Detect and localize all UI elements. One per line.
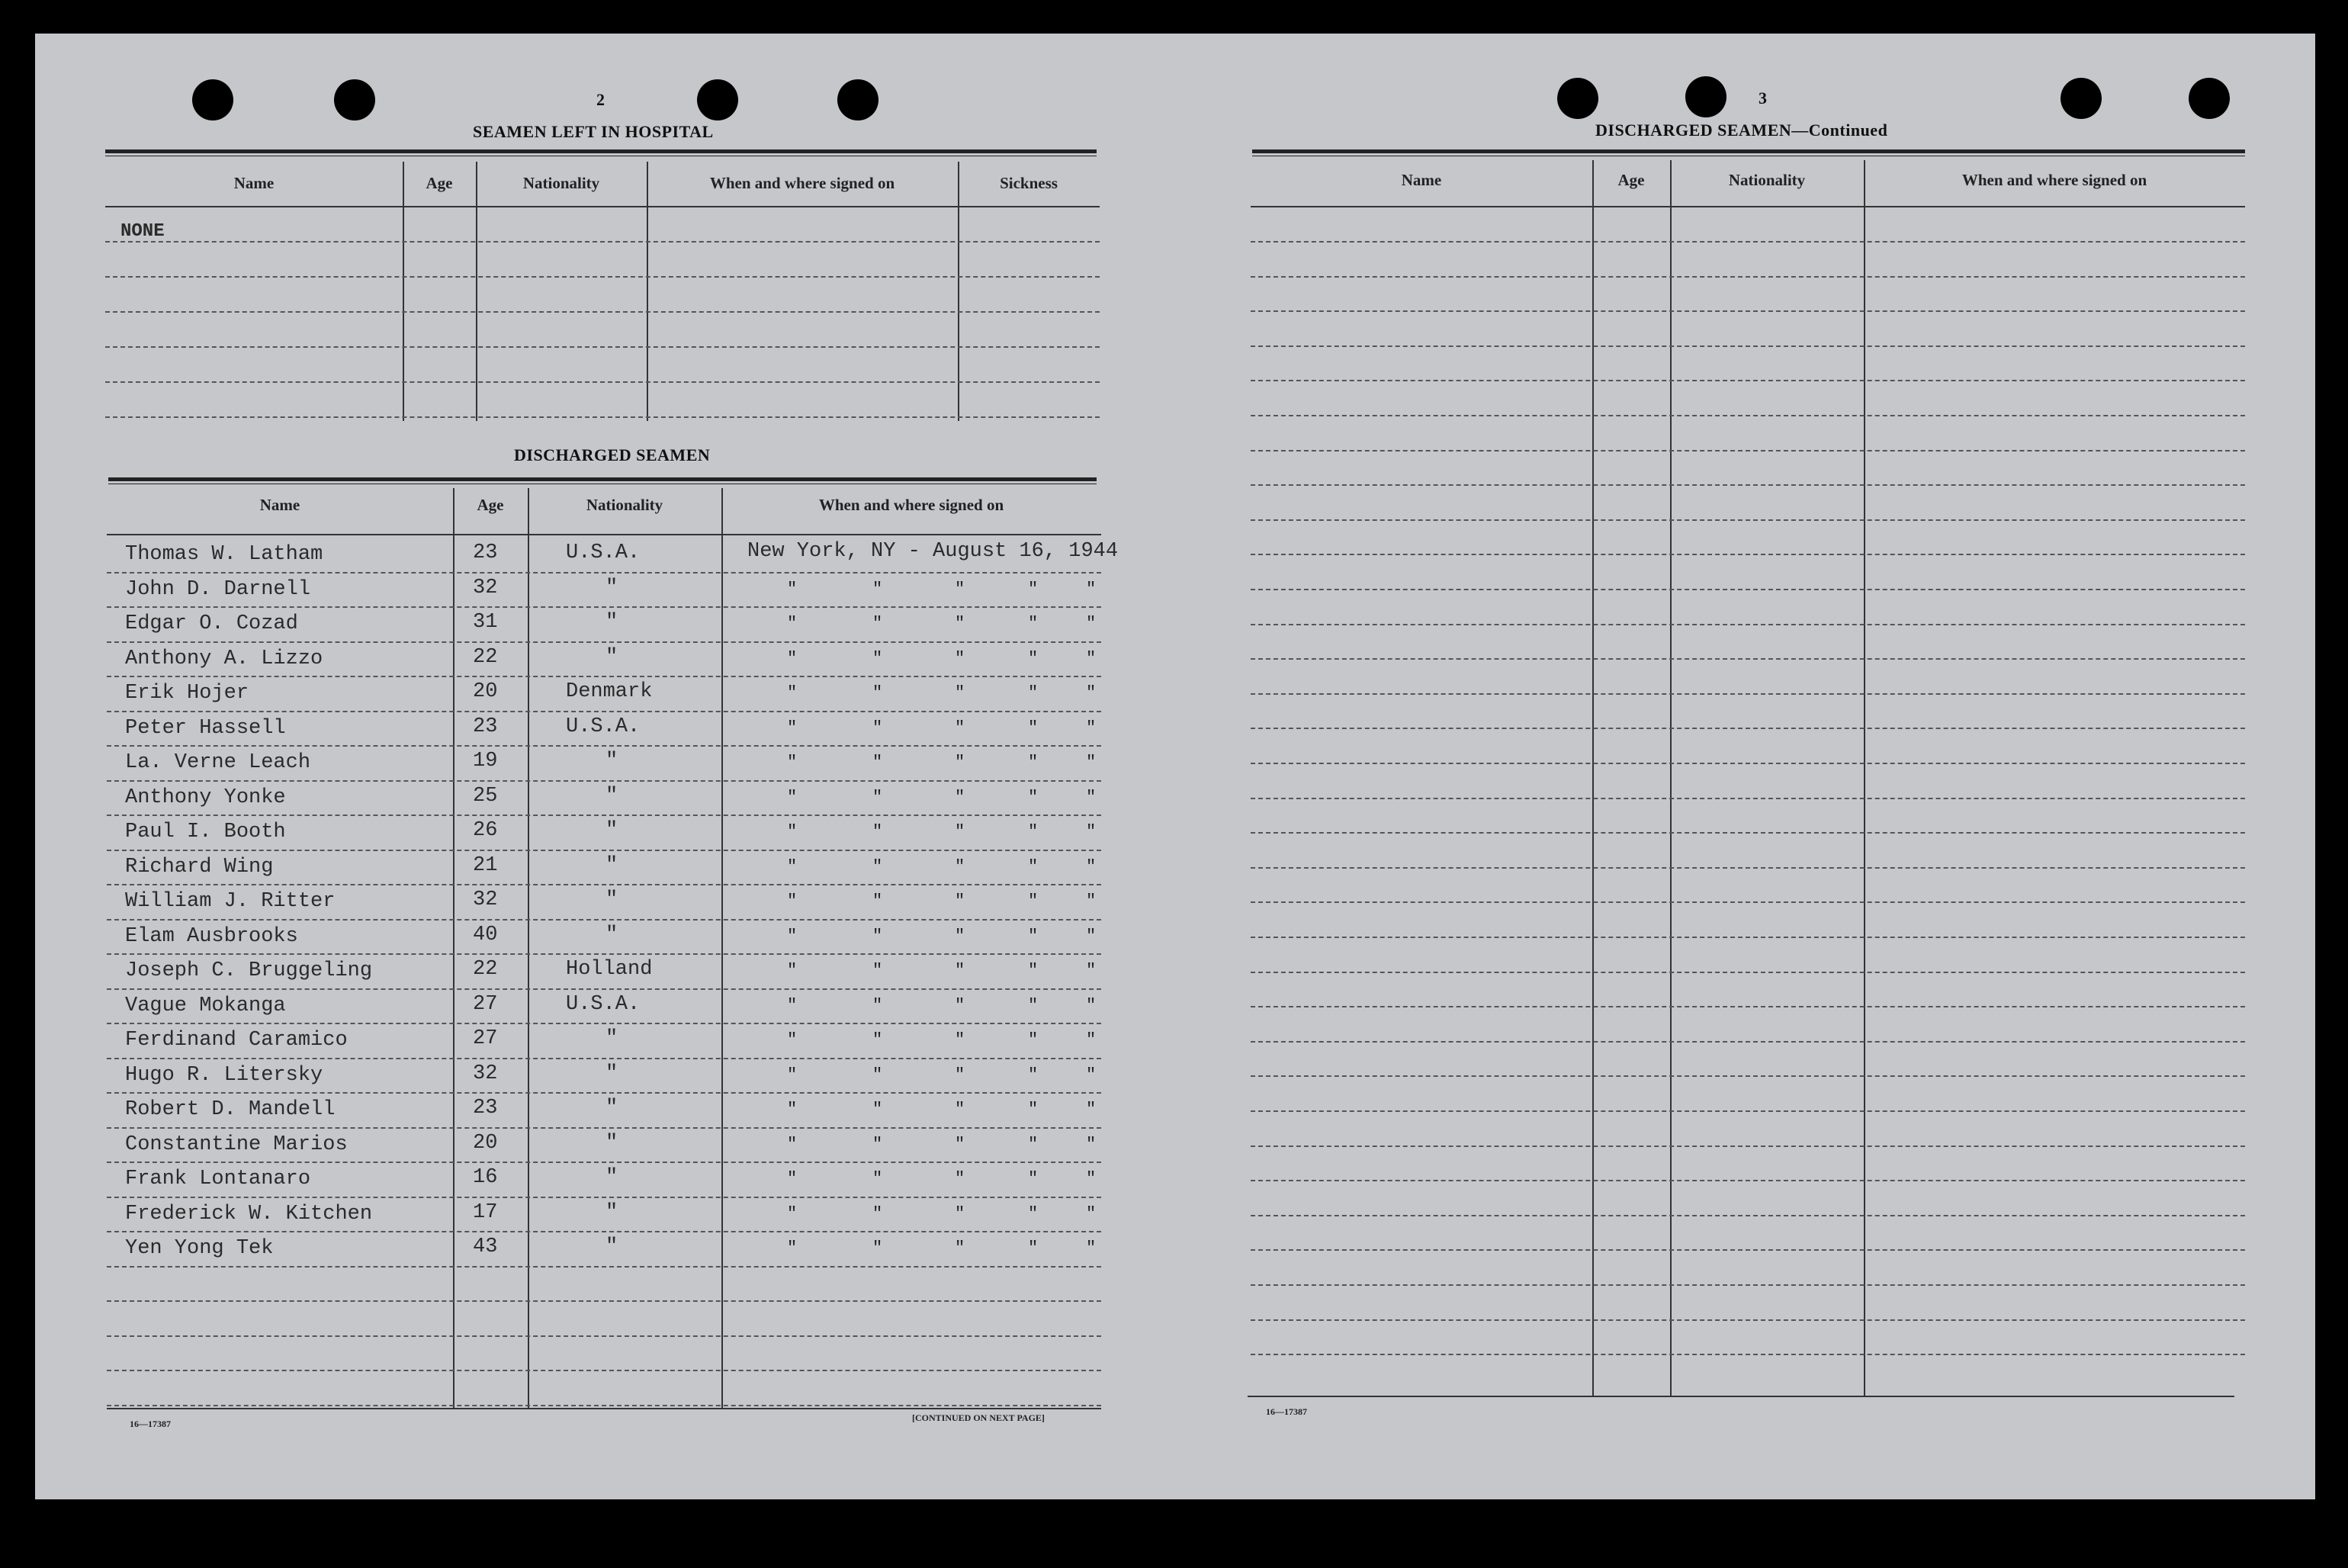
ditto-mark: " [955,648,965,668]
table-rule [107,1058,1101,1059]
ditto-mark: " [872,753,883,772]
table-row-name: Peter Hassell [125,716,286,740]
table-row-nationality: " [605,750,618,773]
table-row-name: William J. Ritter [125,890,336,913]
ditto-mark: " [872,648,883,668]
table-rule [1251,519,2245,521]
ditto-mark: " [1028,718,1039,737]
ditto-mark: " [955,856,965,876]
ditto-mark: " [787,1169,798,1188]
ditto-mark: " [1086,718,1097,737]
ditto-mark: " [955,1239,965,1258]
table-row-name: La. Verne Leach [125,751,311,774]
ditto-mark: " [1086,753,1097,772]
table-rule [107,1092,1101,1094]
form-number-right: 16—17387 [1266,1406,1307,1417]
table-rule [1251,450,2245,451]
ditto-mark: " [955,1134,965,1154]
ditto-mark: " [955,683,965,702]
table-rule [1251,1110,2245,1112]
hospital-title: SEAMEN LEFT IN HOSPITAL [473,122,714,141]
table-rule [1251,1249,2245,1251]
table-row-name: Vague Mokanga [125,994,286,1017]
column-divider [453,488,455,1408]
continued-title [1595,120,1887,140]
continued-column-header: Name [1401,171,1442,189]
table-row-age: 22 [473,645,498,669]
table-row-nationality: " [605,1097,618,1120]
ditto-mark: " [1086,648,1097,668]
discharged-column-header: Nationality [586,496,663,514]
ditto-mark: " [1086,579,1097,599]
hospital-column-header: Name [233,174,275,192]
table-row-nationality: " [605,888,618,911]
table-row-age: 20 [473,680,498,703]
ditto-mark: " [955,614,965,633]
ditto-mark: " [1028,614,1039,633]
table-row-nationality: " [605,819,618,842]
ditto-mark: " [955,753,965,772]
ditto-mark: " [872,892,883,911]
table-rule [1251,1006,2245,1007]
ditto-mark: " [787,1239,798,1258]
ditto-mark: " [955,1100,965,1119]
table-rule [1251,832,2245,834]
ditto-mark: " [872,995,883,1015]
table-rule [107,641,1101,643]
header-rule [1251,206,2245,207]
ditto-mark: " [955,1203,965,1223]
table-rule [1251,276,2245,278]
ditto-mark: " [1086,1203,1097,1223]
table-rule [105,276,1100,278]
discharged-column-header: Name [259,496,300,514]
ditto-mark: " [787,683,798,702]
ditto-mark: " [1086,1134,1097,1154]
ditto-mark: " [955,995,965,1015]
hospital-column-header: When and where signed on [709,174,895,192]
table-row-age: 32 [473,576,498,599]
table-row-age: 22 [473,958,498,981]
ditto-mark: " [1086,822,1097,841]
column-divider [721,488,723,1408]
table-row-age: 43 [473,1235,498,1258]
table-rule [1251,763,2245,764]
ditto-mark: " [955,1030,965,1049]
ditto-mark: " [787,648,798,668]
table-row-age: 20 [473,1131,498,1155]
ditto-mark: " [787,614,798,633]
table-row-name: Erik Hojer [125,682,249,705]
ditto-mark: " [787,1100,798,1119]
table-row-nationality: " [605,923,618,946]
table-rule [107,1266,1101,1268]
ditto-mark: " [1028,995,1039,1015]
table-row-name: Thomas W. Latham [125,543,323,566]
table-rule [107,1197,1101,1198]
ditto-mark: " [787,1065,798,1084]
table-rule [107,1335,1101,1337]
table-rule [107,1023,1101,1024]
table-rule [1251,554,2245,555]
ditto-mark: " [1028,648,1039,668]
table-rule [1251,310,2245,312]
table-row-name: Constantine Marios [125,1133,348,1156]
continued-column-header: When and where signed on [1961,171,2147,189]
table-row-signed-on: New York, NY - August 16, 1944 [747,540,1119,563]
ditto-mark: " [1028,683,1039,702]
table-row-nationality: U.S.A. [566,541,641,564]
ditto-mark: " [1028,1030,1039,1049]
table-row-nationality: " [605,1235,618,1258]
continued-title-suffix: —Continued [1791,120,1888,140]
table-rule [105,346,1100,348]
table-rule [107,606,1101,608]
ditto-mark: " [955,787,965,807]
table-row-age: 17 [473,1200,498,1224]
ditto-mark: " [787,822,798,841]
table-rule [1251,589,2245,590]
table-row-age: 40 [473,923,498,946]
ditto-mark: " [787,1134,798,1154]
continued-title-main: DISCHARGED SEAMEN [1595,120,1792,140]
table-rule [105,416,1100,418]
ditto-mark: " [872,614,883,633]
column-divider [528,488,529,1408]
document-scan [35,34,2315,1499]
table-row-name: Richard Wing [125,855,274,879]
table-rule [1251,1319,2245,1321]
ditto-mark: " [872,856,883,876]
table-row-age: 21 [473,853,498,877]
ditto-mark: " [1028,822,1039,841]
table-row-age: 23 [473,1097,498,1120]
table-row-nationality: U.S.A. [566,992,641,1016]
table-rule [107,884,1101,885]
table-rule [1251,937,2245,938]
table-rule [107,815,1101,816]
ditto-mark: " [872,926,883,946]
table-row-age: 32 [473,888,498,911]
table-rule [1251,728,2245,729]
ditto-mark: " [955,1065,965,1084]
ditto-mark: " [1086,961,1097,980]
table-rule [1251,1075,2245,1077]
ditto-mark: " [1086,1065,1097,1084]
table-rule [1251,1041,2245,1043]
ditto-mark: " [872,822,883,841]
ditto-mark: " [787,892,798,911]
table-row-age: 26 [473,819,498,842]
table-row-name: Yen Yong Tek [125,1237,274,1260]
hospital-column-header: Nationality [522,174,600,192]
table-rule [107,1405,1101,1406]
ditto-mark: " [872,1065,883,1084]
table-row-name: Robert D. Mandell [125,1098,336,1121]
table-row-nationality: Denmark [566,680,653,703]
ditto-mark: " [1086,926,1097,946]
table-rule [105,311,1100,313]
page-number-right: 3 [1759,88,1767,108]
table-rule [107,1370,1101,1371]
table-row-age: 23 [473,541,498,564]
table-rule [1251,1180,2245,1181]
table-row-name: Frank Lontanaro [125,1168,311,1190]
table-row-age: 27 [473,992,498,1016]
ditto-mark: " [872,1134,883,1154]
ditto-mark: " [787,787,798,807]
hospital-column-header: Sickness [1000,174,1058,192]
ditto-mark: " [872,1100,883,1119]
table-row-nationality: " [605,1166,618,1189]
ditto-mark: " [1028,892,1039,911]
ditto-mark: " [787,1203,798,1223]
ditto-mark: " [872,1169,883,1188]
table-row-name: Ferdinand Caramico [125,1029,348,1052]
table-rule [1251,415,2245,416]
table-rule [1251,624,2245,625]
table-rule [1251,972,2245,973]
table-rule [1251,345,2245,347]
hospital-column-header: Age [426,174,453,192]
table-row-name: Frederick W. Kitchen [125,1202,373,1226]
table-rule [1251,1215,2245,1216]
ditto-mark: " [1028,961,1039,980]
punch-hole [697,79,738,120]
right-title-rule [1252,149,2245,156]
table-row-nationality: " [605,1131,618,1155]
ditto-mark: " [1086,1169,1097,1188]
table-rule [1251,693,2245,695]
ditto-mark: " [872,1030,883,1049]
table-row-age: 25 [473,784,498,808]
table-rule [107,850,1101,851]
discharged-title: DISCHARGED SEAMEN [514,445,711,464]
ditto-mark: " [1028,1239,1039,1258]
ditto-mark: " [1086,856,1097,876]
table-rule [105,381,1100,383]
ditto-mark: " [955,892,965,911]
table-row-nationality: " [605,784,618,808]
table-row-nationality: " [605,1027,618,1050]
ditto-mark: " [872,718,883,737]
ditto-mark: " [787,753,798,772]
table-bottom-rule [107,1408,1101,1409]
table-row-age: 19 [473,750,498,773]
table-row-age: 16 [473,1166,498,1189]
ditto-mark: " [787,1030,798,1049]
table-rule [107,953,1101,955]
table-row-name: John D. Darnell [125,577,311,601]
ditto-mark: " [1086,995,1097,1015]
discharged-column-header: Age [477,496,504,514]
table-rule [105,241,1100,243]
table-rule [107,780,1101,782]
header-rule [105,206,1100,207]
ditto-mark: " [787,579,798,599]
punch-hole [837,79,878,120]
punch-hole [334,79,375,120]
table-rule [107,1127,1101,1129]
table-row-nationality: " [605,576,618,599]
discharged-title-rule [108,477,1097,484]
ditto-mark: " [1028,1134,1039,1154]
ditto-mark: " [787,718,798,737]
form-number-left: 16—17387 [130,1419,171,1429]
hospital-title-rule [105,149,1097,156]
ditto-mark: " [787,856,798,876]
punch-hole [1685,76,1726,117]
table-row-nationality: " [605,611,618,634]
table-row-name: Paul I. Booth [125,821,286,843]
ditto-mark: " [955,1169,965,1188]
ditto-mark: " [1086,1030,1097,1049]
table-rule [1251,1284,2245,1286]
table-rule [107,919,1101,921]
table-row-age: 27 [473,1027,498,1050]
ditto-mark: " [872,1239,883,1258]
ditto-mark: " [955,961,965,980]
ditto-mark: " [872,683,883,702]
table-rule [1251,901,2245,903]
table-rule [107,711,1101,712]
ditto-mark: " [872,579,883,599]
continued-note: [CONTINUED ON NEXT PAGE] [912,1412,1045,1423]
table-rule [1251,484,2245,486]
table-row-name: Elam Ausbrooks [125,924,298,948]
table-row-name: Joseph C. Bruggeling [125,959,373,982]
ditto-mark: " [1028,856,1039,876]
table-row-name: Anthony Yonke [125,786,286,809]
ditto-mark: " [787,961,798,980]
discharged-column-header: When and where signed on [818,496,1004,514]
table-row-nationality: " [605,645,618,669]
ditto-mark: " [1028,1065,1039,1084]
table-row-nationality: " [605,1200,618,1224]
ditto-mark: " [1086,1239,1097,1258]
table-rule [107,572,1101,574]
header-rule [107,534,1101,535]
ditto-mark: " [1028,1203,1039,1223]
table-rule [107,1231,1101,1232]
punch-hole [192,79,233,120]
table-rule [107,676,1101,677]
page-number-left: 2 [596,90,605,109]
table-rule [1251,241,2245,243]
continued-column-header: Nationality [1728,171,1806,189]
ditto-mark: " [1086,1100,1097,1119]
ditto-mark: " [1086,892,1097,911]
table-bottom-rule [1248,1396,2234,1397]
table-row-name: Hugo R. Litersky [125,1063,323,1087]
ditto-mark: " [1028,1100,1039,1119]
table-row-nationality: Holland [566,958,653,981]
table-row-age: 23 [473,715,498,738]
table-rule [1251,867,2245,869]
ditto-mark: " [955,718,965,737]
table-row-age: 32 [473,1062,498,1085]
table-row-nationality: U.S.A. [566,715,641,738]
ditto-mark: " [1086,683,1097,702]
table-row-age: 31 [473,611,498,634]
table-row-nationality: " [605,1062,618,1085]
punch-hole [2061,78,2102,119]
table-rule [1251,798,2245,799]
table-rule [107,1162,1101,1163]
table-rule [107,745,1101,747]
ditto-mark: " [872,961,883,980]
table-row-nationality: " [605,853,618,877]
hospital-none-entry: NONE [120,221,165,242]
ditto-mark: " [1028,579,1039,599]
ditto-mark: " [872,787,883,807]
punch-hole [2189,78,2230,119]
table-rule [1251,1145,2245,1147]
ditto-mark: " [1028,1169,1039,1188]
ditto-mark: " [787,926,798,946]
ditto-mark: " [955,579,965,599]
ditto-mark: " [787,995,798,1015]
table-row-name: Anthony A. Lizzo [125,647,323,670]
continued-column-header: Age [1617,171,1645,189]
ditto-mark: " [1086,787,1097,807]
table-row-name: Edgar O. Cozad [125,612,298,635]
table-rule [1251,380,2245,381]
ditto-mark: " [1028,753,1039,772]
ditto-mark: " [955,926,965,946]
ditto-mark: " [872,1203,883,1223]
table-rule [1251,658,2245,660]
ditto-mark: " [1028,787,1039,807]
table-rule [107,1300,1101,1302]
punch-hole [1557,78,1598,119]
ditto-mark: " [1028,926,1039,946]
ditto-mark: " [955,822,965,841]
table-rule [107,988,1101,990]
ditto-mark: " [1086,614,1097,633]
table-rule [1251,1354,2245,1355]
